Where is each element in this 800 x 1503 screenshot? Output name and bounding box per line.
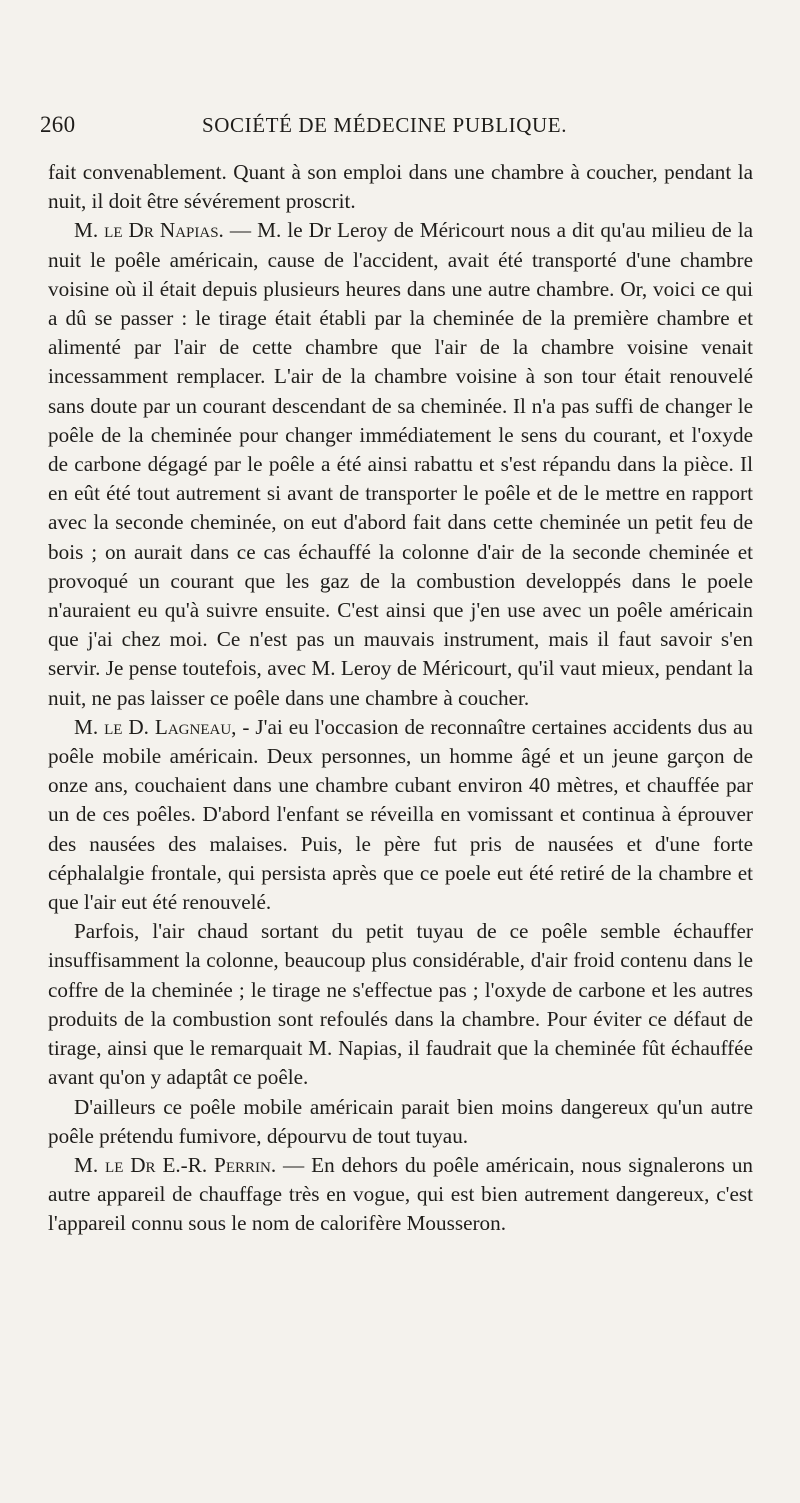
paragraph-text: — En dehors du poêle américain, nous signalerons un autre appareil de chauffage très en vogue, qui est bien autrement dangereux, c'est l'appareil connu sous le nom de calorifère Mousseron.: [48, 1152, 754, 1236]
paragraph-text: fait convenablement. Quant à son emploi dans une chambre à coucher, pendant la nuit, il doit être sévérement proscrit.: [48, 160, 753, 214]
page-header: [40, 112, 740, 146]
paragraph-text: D'ailleurs ce poêle mobile américain parait bien moins dangereux qu'un autre poêle prétendu fumivore, dépourvu de tout tuyau.: [48, 1094, 753, 1148]
paragraph: [48, 917, 753, 1092]
paragraph: [48, 713, 753, 917]
paragraph-text: Parfois, l'air chaud sortant du petit tuyau de ce poêle semble échauffer insuffisamment la colonne, beaucoup plus considérable, d'air froid contenu dans le coffre de la cheminée ; le tirage ne s'effectue pas ; l'oxyde de carbone et les autres produits de la combustion sont refoulés dans la chambre. Pour éviter ce défaut de tirage, ainsi que le remarquait M. Napias, il faudrait que la cheminée fût échauffée avant qu'on y adaptât ce poêle.: [48, 919, 753, 1090]
paragraph: [48, 1151, 753, 1239]
speaker-name: M. le D. Lagneau,: [74, 714, 237, 739]
paragraph-text: — M. le Dr Leroy de Méricourt nous a dit qu'au milieu de la nuit le poêle américain, cause de l'accident, avait été transporté d'une chambre voisine où il était depuis plusieurs heures dans une autre chambre. Or, voici ce qui a dû se passer : le tirage était établi par la cheminée de la première chambre et alimenté par l'air de cette chambre que l'air de la chambre voisine venait incessamment remplacer. L'air de la chambre voisine à son tour était renouvelé sans doute par un courant descendant de sa cheminée. Il n'a pas suffi de changer le poêle de la cheminée pour changer immédiatement le sens du courant, et l'oxyde de carbone dégagé par le poêle a été ainsi rabattu et s'est répandu dans la pièce. Il en eût été tout autrement si avant de transporter le poêle et de le mettre en rapport avec la seconde cheminée, on eut d'abord fait dans cette cheminée un petit feu de bois ; on aurait dans ce cas échauffé la colonne d'air de la seconde cheminée et provoqué un courant que les gaz de la combustion developpés dans le poele n'auraient eu qu'à suivre ensuite. C'est ainsi que j'en use avec un poêle américain que j'ai chez moi. Ce n'est pas un mauvais instrument, mais il faut savoir s'en servir. Je pense toutefois, avec M. Leroy de Méricourt, qu'il vaut mieux, pendant la nuit, ne pas laisser ce poêle dans une chambre à coucher.: [48, 218, 753, 710]
body-text: [48, 158, 753, 1239]
speaker-name: M. le Dr Napias.: [74, 218, 224, 243]
speaker-name: M. le Dr E.-R. Perrin.: [74, 1152, 277, 1177]
paragraph: [48, 1093, 753, 1151]
paragraph-text: - J'ai eu l'occasion de reconnaître certaines accidents dus au poêle mobile américain. Deux personnes, un homme âgé et un jeune garçon de onze ans, couchaient dans une chambre cubant environ 40 mètres, et chauffée par un de ces poêles. D'abord l'enfant se réveilla en vomissant et continua à éprouver des nausées des malaises. Puis, le père fut pris de nausées et d'une forte céphalalgie frontale, qui persista après que ce poele eut été retiré de la chambre et que l'air eut été renouvelé.: [48, 714, 753, 915]
paragraph: [48, 158, 753, 216]
running-head: SOCIÉTÉ DE MÉDECINE PUBLIQUE.: [202, 113, 568, 137]
paragraph: [48, 216, 753, 712]
page-number: 260: [40, 112, 76, 137]
